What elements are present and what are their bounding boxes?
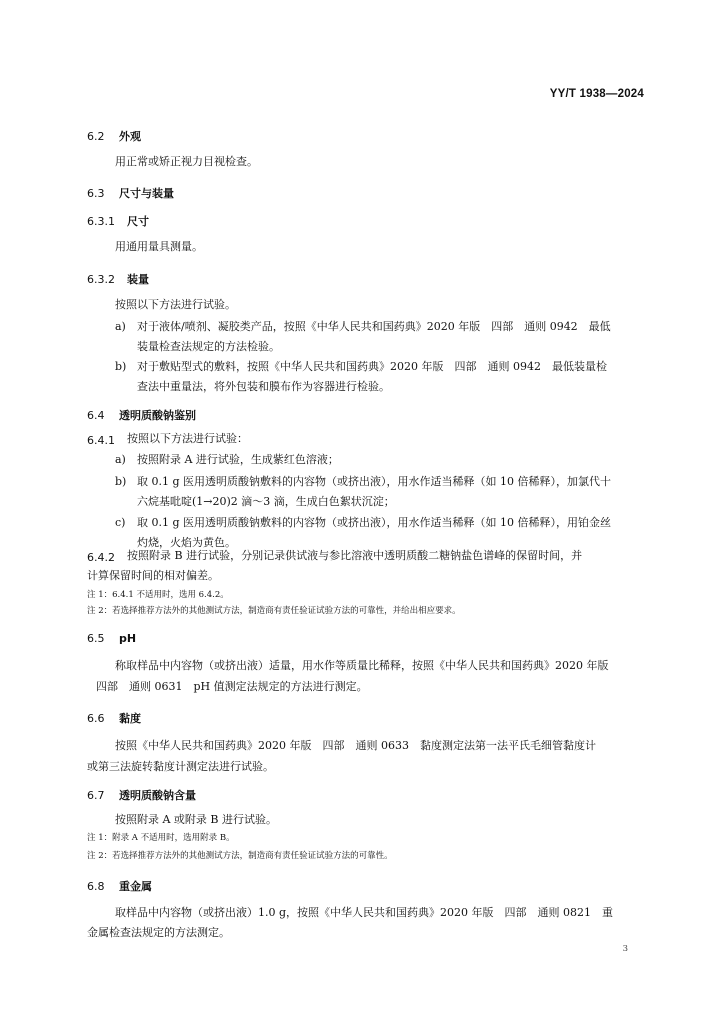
list-item-c-line1: 取 0.1 g 医用透明质酸钠敷料的内容物（或挤出液），用水作适当稀释（如 10 倍稀释），用铂金丝 bbox=[137, 516, 612, 529]
heading-6-4-1 bbox=[87, 434, 127, 447]
list-item-a-line1: 对于液体/喷剂、凝胶类产品，按照《中华人民共和国药典》2020 年版 四部 通则 0942 最低 bbox=[137, 320, 611, 333]
heading-6-4-2 bbox=[87, 551, 127, 564]
section-number: 6.4.2 bbox=[87, 551, 115, 564]
paragraph-6-3-1: 用通用量具测量。 bbox=[115, 240, 203, 253]
list-item-b-line2: 六烷基吡啶(1→20)2 滴～3 滴，生成白色絮状沉淀； bbox=[137, 495, 395, 508]
heading-6-4 bbox=[87, 407, 196, 423]
list-item-b-line1: 对于敷贴型式的敷料，按照《中华人民共和国药典》2020 年版 四部 通则 0942 最低装量检 bbox=[137, 360, 607, 373]
list-label-b: b) bbox=[115, 475, 127, 488]
heading-6-6 bbox=[87, 710, 141, 726]
heading-6-3-1 bbox=[87, 213, 149, 229]
paragraph-6-5-line1: 称取样品中内容物（或挤出液）适量，用水作等质量比稀释，按照《中华人民共和国药典》2020 年版 bbox=[115, 659, 609, 672]
section-number: 6.3 bbox=[87, 187, 105, 200]
list-item-b-line1: 取 0.1 g 医用透明质酸钠敷料的内容物（或挤出液），用水作适当稀释（如 10 倍稀释），加氯代十 bbox=[137, 475, 612, 488]
section-number: 6.3.1 bbox=[87, 215, 115, 228]
paragraph-6-3-2-intro: 按照以下方法进行试验。 bbox=[115, 298, 236, 311]
section-number: 6.5 bbox=[87, 632, 105, 645]
paragraph-6-6-line2: 或第三法旋转黏度计测定法进行试验。 bbox=[87, 760, 274, 773]
paragraph-6-5-line2: 四部 通则 0631 pH 值测定法规定的方法进行测定。 bbox=[96, 680, 368, 693]
section-title: 重金属 bbox=[119, 880, 152, 893]
paragraph-6-6-line1: 按照《中华人民共和国药典》2020 年版 四部 通则 0633 黏度测定法第一法平氏毛细管黏度计 bbox=[115, 739, 596, 752]
heading-6-3 bbox=[87, 185, 174, 201]
heading-6-5 bbox=[87, 632, 136, 645]
heading-6-7 bbox=[87, 787, 196, 803]
heading-6-3-2 bbox=[87, 271, 149, 287]
section-number: 6.7 bbox=[87, 789, 105, 802]
section-title: 外观 bbox=[119, 130, 141, 143]
note-2: 注 2：若选择推荐方法外的其他测试方法，制造商有责任验证试验方法的可靠性，并给出相应要求。 bbox=[87, 606, 461, 616]
list-item-a-line2: 装量检查法规定的方法检验。 bbox=[137, 340, 280, 353]
section-number: 6.8 bbox=[87, 880, 105, 893]
heading-6-8 bbox=[87, 878, 152, 894]
section-title: 装量 bbox=[127, 273, 149, 286]
section-title: 黏度 bbox=[119, 712, 141, 725]
paragraph-6-4-1-intro: 按照以下方法进行试验： bbox=[127, 432, 248, 445]
paragraph-6-8-line1: 取样品中内容物（或挤出液）1.0 g，按照《中华人民共和国药典》2020 年版 四部 通则 0821 重 bbox=[115, 906, 614, 919]
page-number: 3 bbox=[622, 944, 628, 954]
list-item-c-line2: 灼烧，火焰为黄色。 bbox=[137, 536, 236, 549]
section-title: pH bbox=[119, 632, 137, 645]
section-title: 透明质酸钠鉴别 bbox=[119, 409, 196, 422]
paragraph-6-8-line2: 金属检查法规定的方法测定。 bbox=[87, 926, 230, 939]
section-number: 6.4 bbox=[87, 409, 105, 422]
heading-6-2 bbox=[87, 128, 141, 144]
list-label-a: a) bbox=[115, 320, 126, 333]
list-label-c: c) bbox=[115, 516, 126, 529]
list-item-b-line2: 查法中重量法，将外包装和膜布作为容器进行检验。 bbox=[137, 380, 390, 393]
section-number: 6.2 bbox=[87, 130, 105, 143]
list-label-b: b) bbox=[115, 360, 127, 373]
standard-code: YY/T 1938—2024 bbox=[549, 88, 644, 100]
paragraph-6-2: 用正常或矫正视力目视检查。 bbox=[115, 155, 258, 168]
section-title: 透明质酸钠含量 bbox=[119, 789, 196, 802]
list-item-a: 按照附录 A 进行试验，生成紫红色溶液； bbox=[137, 453, 339, 466]
section-number: 6.4.1 bbox=[87, 434, 115, 447]
note-1: 注 1：6.4.1 不适用时，选用 6.4.2。 bbox=[87, 590, 229, 600]
section-number: 6.6 bbox=[87, 712, 105, 725]
paragraph-6-4-2-line2: 计算保留时间的相对偏差。 bbox=[87, 569, 219, 582]
section-title: 尺寸 bbox=[127, 215, 149, 228]
note-1: 注 1：附录 A 不适用时，选用附录 B。 bbox=[87, 833, 235, 843]
section-number: 6.3.2 bbox=[87, 273, 115, 286]
section-title: 尺寸与装量 bbox=[119, 187, 174, 200]
note-2: 注 2：若选择推荐方法外的其他测试方法，制造商有责任验证试验方法的可靠性。 bbox=[87, 851, 393, 861]
paragraph-6-7: 按照附录 A 或附录 B 进行试验。 bbox=[115, 813, 278, 826]
paragraph-6-4-2-line1: 按照附录 B 进行试验，分别记录供试液与参比溶液中透明质酸二糖钠盐色谱峰的保留时间，并 bbox=[127, 549, 583, 562]
list-label-a: a) bbox=[115, 453, 126, 466]
